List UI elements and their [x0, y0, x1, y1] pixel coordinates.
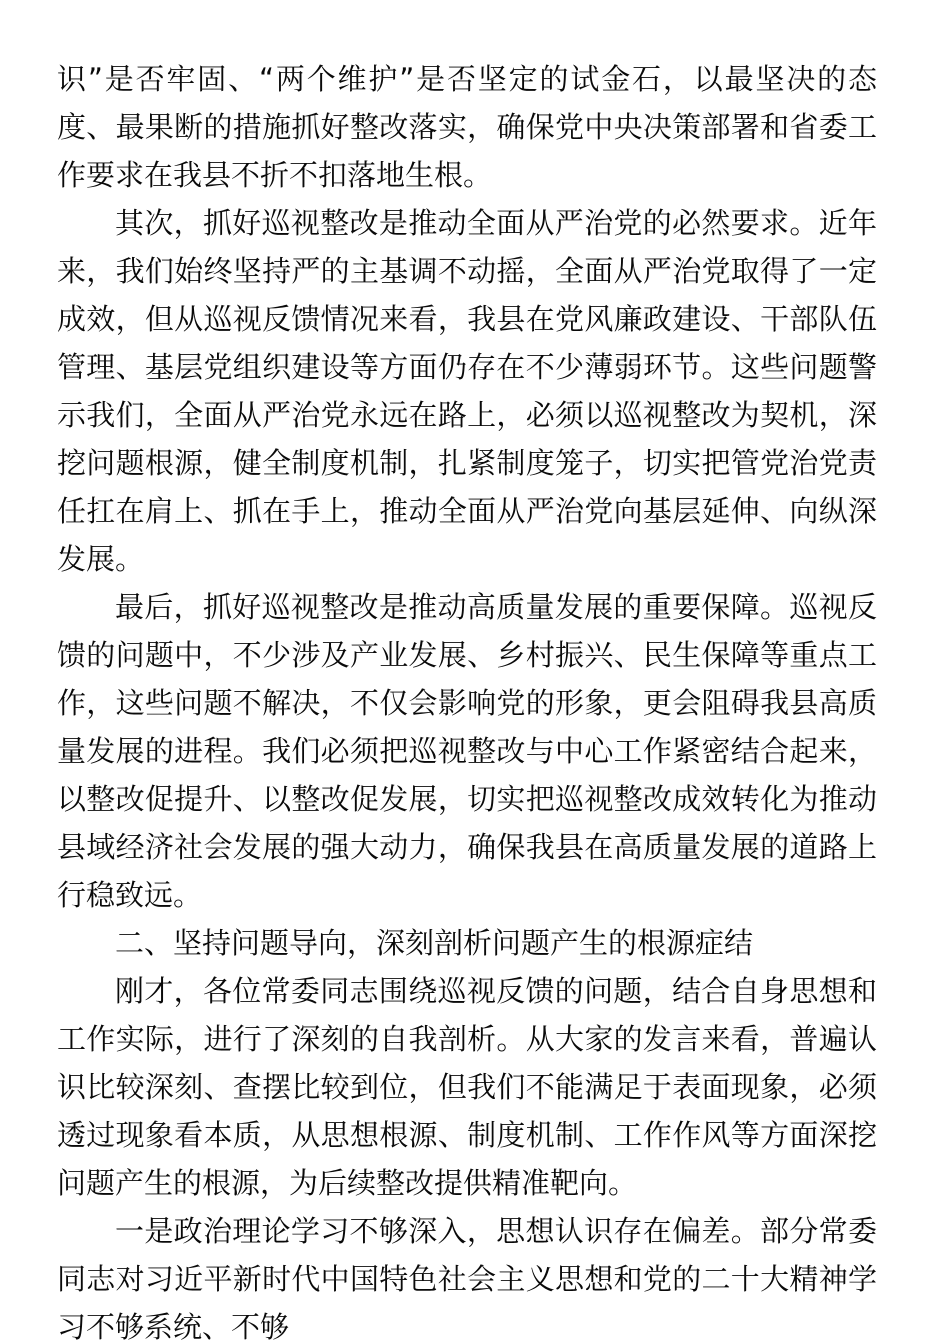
paragraph-issue-one: 一是政治理论学习不够深入，思想认识存在偏差。部分常委同志对习近平新时代中国特色社会主义思想和党的二十大精神学习不够系统、不够 — [57, 1214, 877, 1344]
paragraph-third-reason: 最后，抓好巡视整改是推动高质量发展的重要保障。巡视反馈的问题中，不少涉及产业发展、乡村振兴、民生保障等重点工作，这些问题不解决，不仅会影响党的形象，更会阻碍我县高质量发展的进程。我们必须把巡视整改与中心工作紧密结合起来，以整改促提升、以整改促发展，切实把巡视整改成效转化为推动县域经济社会发展的强大动力，确保我县在高质量发展的道路上行稳致远。 — [57, 590, 877, 912]
paragraph-continuation: 识”是否牢固、“两个维护”是否坚定的试金石，以最坚决的态度、最果断的措施抓好整改落实，确保党中央决策部署和省委工作要求在我县不折不扣落地生根。 — [57, 62, 877, 192]
document-text-body — [57, 55, 877, 1344]
paragraph-second-reason: 其次，抓好巡视整改是推动全面从严治党的必然要求。近年来，我们始终坚持严的主基调不动摇，全面从严治党取得了一定成效，但从巡视反馈情况来看，我县在党风廉政建设、干部队伍管理、基层党组织建设等方面仍存在不少薄弱环节。这些问题警示我们，全面从严治党永远在路上，必须以巡视整改为契机，深挖问题根源，健全制度机制，扎紧制度笼子，切实把管党治党责任扛在肩上、抓在手上，推动全面从严治党向基层延伸、向纵深发展。 — [57, 206, 877, 576]
paragraph-self-analysis: 刚才，各位常委同志围绕巡视反馈的问题，结合自身思想和工作实际，进行了深刻的自我剖析。从大家的发言来看，普遍认识比较深刻、查摆比较到位，但我们不能满足于表面现象，必须透过现象看本质，从思想根源、制度机制、工作作风等方面深挖问题产生的根源，为后续整改提供精准靶向。 — [57, 974, 877, 1200]
heading-section-two: 二、坚持问题导向，深刻剖析问题产生的根源症结 — [115, 926, 754, 960]
